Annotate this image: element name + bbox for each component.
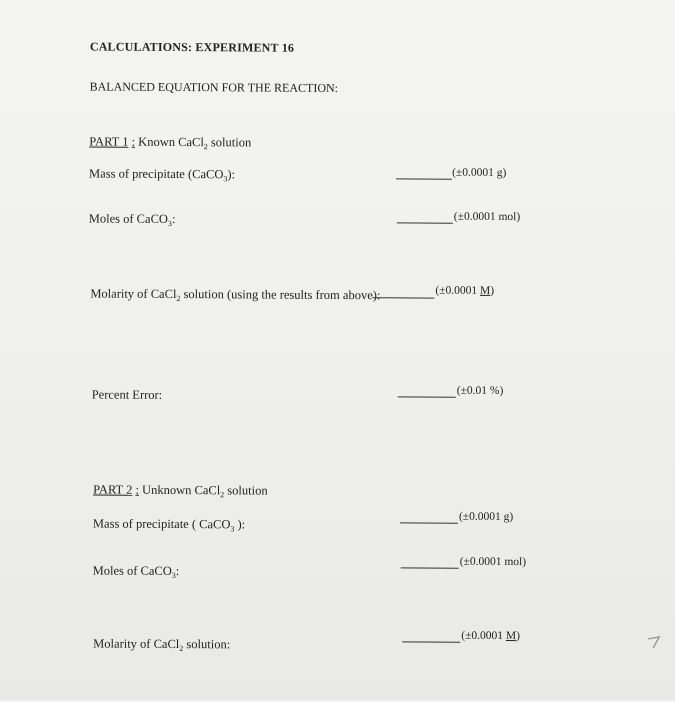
part2-molarity-answer-line[interactable]	[402, 641, 460, 642]
part1-mass-uncertainty: (±0.0001 g)	[452, 166, 507, 180]
part1-moles-answer-line[interactable]	[397, 222, 453, 223]
part1-heading	[89, 134, 251, 150]
part2-mass-answer-line[interactable]	[400, 522, 458, 523]
part1-moles-label: Moles of CaCO$_3$:	[88, 211, 176, 228]
part2-heading	[93, 483, 268, 499]
part2-moles-uncertainty: (±0.0001 mol)	[459, 555, 527, 569]
part2-heading-text: Unknown CaCl$_2$ solution	[142, 482, 268, 500]
part2-mass-uncertainty: (±0.0001 g)	[458, 510, 514, 524]
part1-mass-label: Mass of precipitate (CaCO$_3$):	[89, 166, 236, 184]
part1-molarity-uncertainty: (±0.0001 M)	[435, 284, 495, 297]
part2-heading-separator: :	[135, 482, 139, 497]
balanced-equation-label: BALANCED EQUATION FOR THE REACTION:	[89, 79, 339, 95]
part1-heading-text: Known CaCl$_2$ solution	[138, 134, 252, 152]
part1-percent-uncertainty: (±0.01 %)	[456, 384, 504, 398]
part1-molarity-label: Molarity of CaCl$_2$ solution (using the results from above):	[90, 286, 381, 304]
page-title: CALCULATIONS: EXPERIMENT 16	[89, 39, 295, 55]
part2-moles-answer-line[interactable]	[401, 567, 459, 568]
part2-molarity-label: Molarity of CaCl$_2$ solution:	[93, 636, 231, 654]
part1-percent-answer-line[interactable]	[398, 396, 456, 397]
part2-mass-label: Mass of precipitate ( CaCO$_3$ ):	[92, 516, 246, 534]
part1-heading-separator: :	[131, 134, 136, 149]
pen-mark-icon	[646, 636, 662, 654]
part1-moles-uncertainty: (±0.0001 mol)	[453, 210, 521, 224]
part2-heading-number: PART 2	[93, 482, 133, 497]
part2-molarity-uncertainty: (±0.0001 M)	[461, 629, 521, 643]
part1-molarity-answer-line[interactable]	[372, 297, 434, 298]
part1-mass-answer-line[interactable]	[396, 178, 452, 179]
part1-percent-error-label: Percent Error:	[91, 387, 163, 402]
part1-heading-number: PART 1	[89, 134, 129, 149]
part2-moles-label: Moles of CaCO$_3$:	[92, 563, 180, 581]
